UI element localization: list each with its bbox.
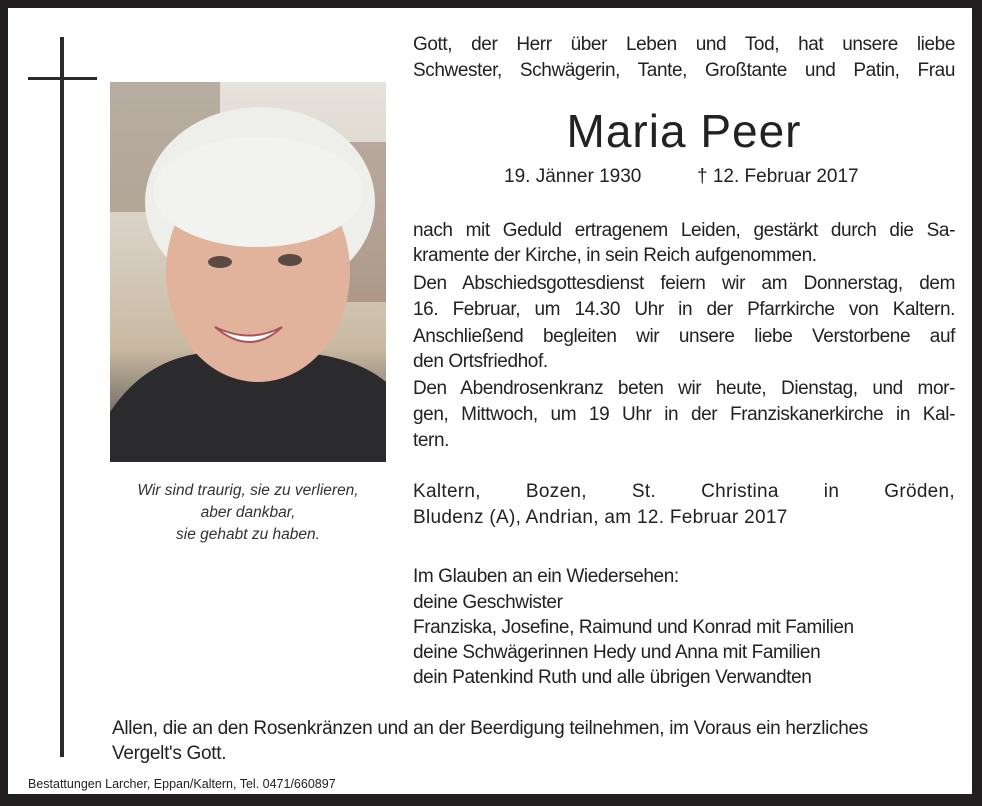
deceased-name: Maria Peer xyxy=(566,105,802,157)
thanks-line: Vergelt's Gott. xyxy=(112,743,227,764)
text-line: nach mit Geduld ertragenem Leiden, gestärkt durch die Sa- xyxy=(413,220,955,241)
portrait-photo xyxy=(110,82,386,462)
thanks-line: Allen, die an den Rosenkränzen und an der Beerdigung teilnehmen, im Voraus ein herzliches xyxy=(112,718,868,739)
death-date: † 12. Februar 2017 xyxy=(697,166,859,187)
text-line: 16. Februar, um 14.30 Uhr in der Pfarrkirche von Kaltern. xyxy=(413,299,955,320)
funeral-home-footer: Bestattungen Larcher, Eppan/Kaltern, Tel. 0471/660897 xyxy=(28,777,336,791)
cross-icon xyxy=(60,37,64,757)
text-line: gen, Mittwoch, um 19 Uhr in der Franziskanerkirche in Kal- xyxy=(413,404,955,425)
birth-date: 19. Jänner 1930 xyxy=(504,166,642,187)
mourner-line: Im Glauben an ein Wiedersehen: xyxy=(413,566,679,587)
text-line: Den Abschiedsgottesdienst feiern wir am Donnerstag, dem xyxy=(413,273,955,294)
text-line: Den Abendrosenkranz beten wir heute, Dienstag, und mor- xyxy=(413,378,955,399)
text-line: den Ortsfriedhof. xyxy=(413,351,548,372)
intro-line: Gott, der Herr über Leben und Tod, hat unsere liebe xyxy=(413,34,955,55)
cross-icon-bar xyxy=(28,77,97,80)
place-line: Bludenz (A), Andrian, am 12. Februar 2017 xyxy=(413,507,788,528)
mourner-line: Franziska, Josefine, Raimund und Konrad mit Familien xyxy=(413,617,854,638)
caption xyxy=(80,480,416,546)
mourner-line: deine Schwägerinnen Hedy und Anna mit Familien xyxy=(413,642,821,663)
intro-line: Schwester, Schwägerin, Tante, Großtante und Patin, Frau xyxy=(413,60,955,81)
mourner-line: deine Geschwister xyxy=(413,592,563,613)
text-line: Anschließend begleiten wir unsere liebe Verstorbene auf xyxy=(413,326,955,347)
caption-line: Wir sind traurig, sie zu verlieren, xyxy=(137,482,359,499)
caption-line: sie gehabt zu haben. xyxy=(176,526,320,543)
text-line: tern. xyxy=(413,430,450,451)
mourner-line: dein Patenkind Ruth und alle übrigen Verwandten xyxy=(413,667,812,688)
caption-line: aber dankbar, xyxy=(200,504,296,521)
text-line: kramente der Kirche, in sein Reich aufgenommen. xyxy=(413,245,817,266)
place-line: Kaltern, Bozen, St. Christina in Gröden, xyxy=(413,481,955,502)
